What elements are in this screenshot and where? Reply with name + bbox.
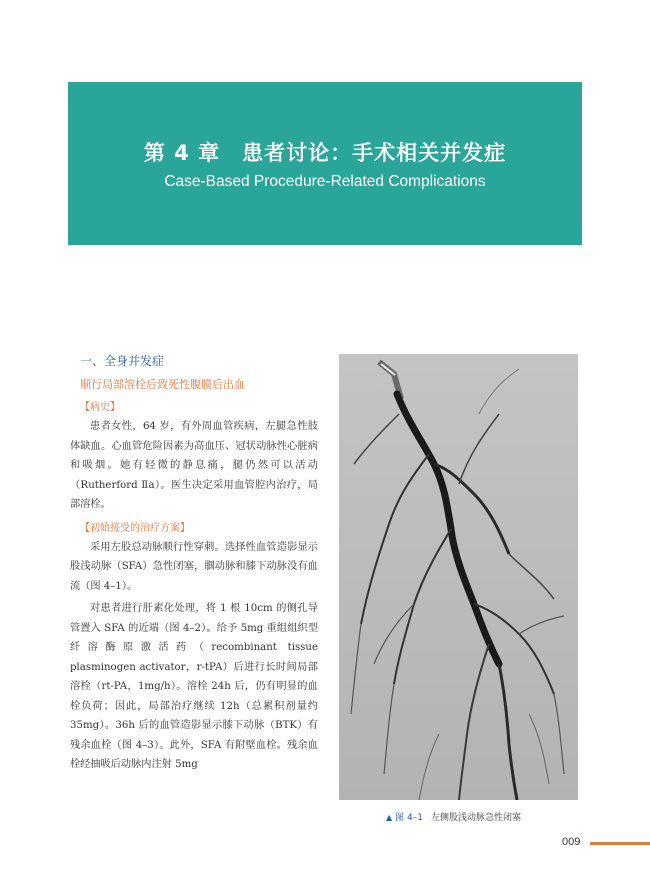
section-heading: 一、全身并发症	[80, 354, 165, 368]
treatment-tag-label: 初始接受的治疗方案	[90, 522, 180, 534]
angiogram-image	[339, 354, 578, 800]
caption-triangle-icon: ▲	[386, 813, 393, 822]
history-tag-label: 病史	[90, 402, 110, 413]
treatment-tag: 【初始接受的治疗方案】	[80, 522, 190, 534]
figure-caption-text: 左侧股浅动脉急性闭塞	[430, 813, 521, 823]
chapter-title-text: 患者讨论：手术相关并发症	[242, 140, 507, 165]
figure-caption	[386, 810, 521, 823]
page-accent-bar	[590, 842, 650, 845]
section-subheading: 顺行局部溶栓后致死性腹膜后出血	[80, 378, 245, 391]
treatment-paragraph-2: 对患者进行肝素化处理，将 1 根 10cm 的侧孔导管置入 SFA 的近端（图 4–2）。给予 5mg 重组组织型纤溶酶原激活药（recombinant tissue plasminogen activator，r-tPA）后进行长时间局部溶栓（rt-PA，1mg/h）。溶栓 24h 后，仍有明显的血栓负荷；因此，局部治疗继续 12h（总累积剂量约 35mg）。36h 后的血管造影显示膝下动脉（BTK）有残余血栓（图 4–3）。此外，SFA 有附壁血栓。残余血栓经抽吸后动脉内注射 5mg	[70, 603, 318, 770]
figure-number: 图 4–1	[395, 813, 423, 823]
chapter-banner	[68, 82, 582, 245]
chapter-title	[144, 137, 506, 167]
chapter-number: 第 4 章	[143, 140, 221, 165]
angiogram-drawing	[339, 354, 578, 800]
history-paragraph: 患者女性，64 岁，有外周血管疾病，左腿急性肢体缺血。心血管危险因素为高血压、冠状动脉性心脏病和吸烟。她有轻微的静息痛，腿仍然可以活动（Rutherford Ⅱa）。医生决定采用血管腔内治疗，局部溶栓。	[70, 421, 318, 510]
page-number: 009	[562, 836, 581, 848]
treatment-paragraph-1: 采用左股总动脉顺行性穿刺。选择性血管造影显示股浅动脉（SFA）急性闭塞，腘动脉和膝下动脉没有血流（图 4–1）。	[70, 541, 318, 592]
chapter-subtitle-en: Case-Based Procedure-Related Complications	[164, 172, 486, 190]
history-tag: 【病史】	[80, 402, 120, 413]
text-column	[68, 350, 318, 775]
